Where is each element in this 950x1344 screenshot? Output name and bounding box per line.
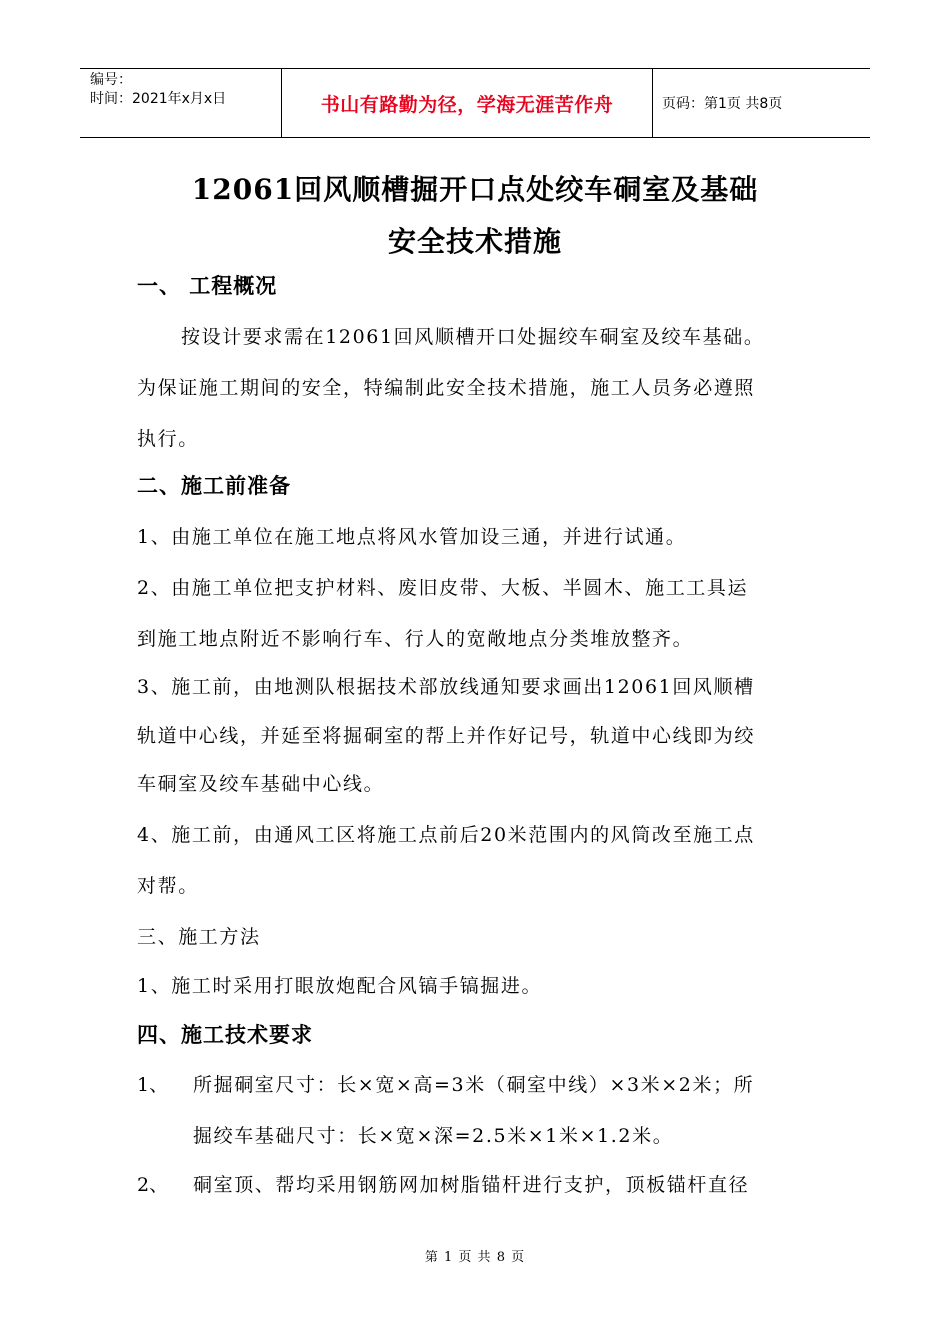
list-item: 1、由施工单位在施工地点将风水管加设三通，并进行试通。 [137,526,687,548]
list-item-cont: 掘绞车基础尺寸：长×宽×深=2.5米×1米×1.2米。 [193,1125,674,1147]
doc-title-line1: 12061回风顺槽掘开口点处绞车硐室及基础 [191,173,759,206]
list-item-cont: 到施工地点附近不影响行车、行人的宽敞地点分类堆放整齐。 [137,628,694,650]
section-heading-4: 四、施工技术要求 [137,1022,313,1047]
page-footer: 第 1 页 共 8 页 [424,1250,526,1265]
header-page-info: 页码：第1页 共8页 [662,96,783,112]
paragraph-line: 执行。 [137,428,199,450]
list-item: 硐室顶、帮均采用钢筋网加树脂锚杆进行支护，顶板锚杆直径 [193,1174,750,1196]
paragraph-line: 按设计要求需在12061回风顺槽开口处掘绞车硐室及绞车基础。 [181,326,765,348]
list-item-cont: 车硐室及绞车基础中心线。 [137,773,385,795]
list-item: 4、施工前，由通风工区将施工点前后20米范围内的风筒改至施工点 [137,824,755,846]
list-item: 3、施工前，由地测队根据技术部放线通知要求画出12061回风顺槽 [137,676,755,698]
list-item-cont: 轨道中心线，并延至将掘硐室的帮上并作好记号，轨道中心线即为绞 [137,725,756,747]
section-heading-1: 一、 工程概况 [137,273,278,298]
list-number: 1、 [137,1074,169,1096]
time-label: 时间：2021年x月x日 [90,91,227,107]
section-heading-2: 二、施工前准备 [137,473,291,498]
list-item-cont: 对帮。 [137,875,199,897]
paragraph-line: 为保证施工期间的安全，特编制此安全技术措施，施工人员务必遵照 [137,377,756,399]
header-meta [80,69,281,137]
list-item: 2、由施工单位把支护材料、废旧皮带、大板、半圆木、施工工具运 [137,577,749,599]
list-item: 所掘硐室尺寸：长×宽×高=3米（硐室中线）×3米×2米；所 [193,1074,755,1096]
section-heading-3: 三、施工方法 [137,926,261,948]
header-motto: 书山有路勤为径，学海无涯苦作舟 [281,69,653,137]
list-number: 2、 [137,1174,169,1196]
doc-title-line2: 安全技术措施 [387,225,562,258]
page-header [80,68,870,138]
number-label: 编号： [90,72,132,88]
list-item: 1、施工时采用打眼放炮配合风镐手镐掘进。 [137,975,543,997]
